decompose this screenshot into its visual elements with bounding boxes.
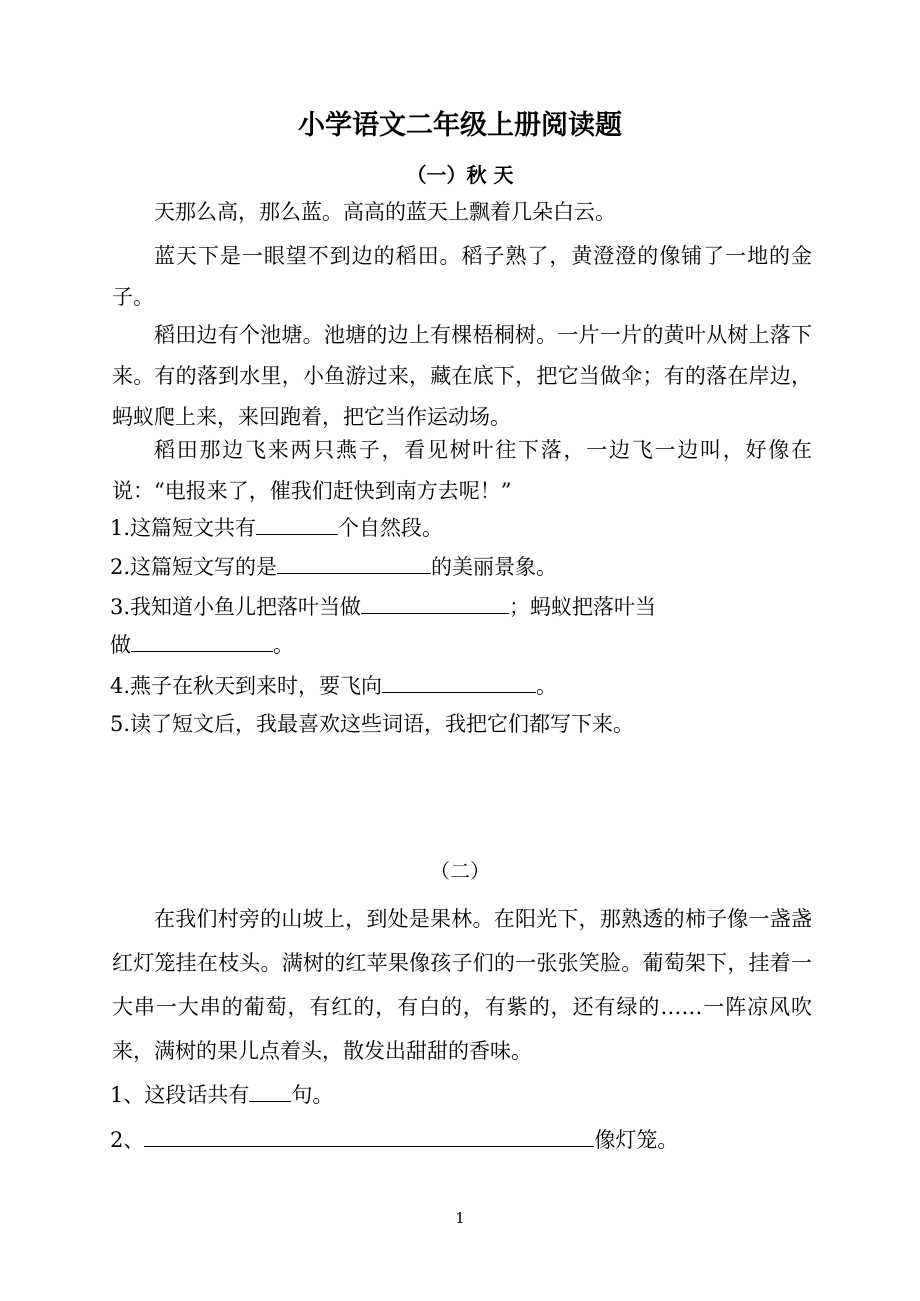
question-2-suffix: 的美丽景象。	[431, 555, 558, 579]
section-2-question-2-suffix: 像灯笼。	[594, 1128, 679, 1152]
question-1-answer-blank[interactable]	[256, 512, 338, 535]
question-3-answer-blank-2[interactable]	[131, 629, 273, 652]
section-1-paragraph-1: 天那么高，那么蓝。高高的蓝天上飘着几朵白云。	[154, 200, 616, 224]
section-2-question-2-answer-blank[interactable]	[144, 1124, 594, 1147]
question-1-suffix: 个自然段。	[338, 516, 444, 540]
section-1-paragraph-4: 稻田那边飞来两只燕子，看见树叶往下落，一边飞一边叫，好像在说：“电报来了，催我们赶快到南方去呢！”	[112, 438, 812, 503]
section-1-paragraph-3: 稻田边有个池塘。池塘的边上有棵梧桐树。一片一片的黄叶从树上落下来。有的落到水里，小鱼游过来，藏在底下，把它当做伞；有的落在岸边，蚂蚁爬上来，来回跑着，把它当作运动场。	[112, 323, 812, 429]
question-3-continuation: 做	[110, 633, 131, 657]
section-1-question-3	[110, 591, 656, 622]
question-2-answer-blank[interactable]	[277, 551, 431, 574]
question-1-text: 1.这篇短文共有	[110, 516, 257, 540]
document-title: 小学语文二年级上册阅读题	[298, 110, 622, 141]
question-4-answer-blank[interactable]	[382, 670, 536, 693]
section-1-question-1	[110, 512, 443, 543]
question-2-text: 2.这篇短文写的是	[110, 555, 278, 579]
question-3-answer-blank-1[interactable]	[361, 591, 509, 614]
section-1-question-2	[110, 551, 557, 582]
question-4-text: 4.燕子在秋天到来时，要飞向	[110, 674, 383, 698]
section-2-heading: （二）	[430, 859, 490, 883]
question-3-middle: ；蚂蚁把落叶当	[509, 595, 657, 619]
question-3-suffix: 。	[273, 633, 294, 657]
question-4-suffix: 。	[536, 674, 558, 698]
section-1-paragraph-2: 蓝天下是一眼望不到边的稻田。稻子熟了，黄澄澄的像铺了一地的金子。	[112, 244, 812, 309]
section-1-question-3-continued	[110, 629, 294, 660]
question-3-text: 3.我知道小鱼儿把落叶当做	[110, 595, 362, 619]
section-2-paragraph: 在我们村旁的山坡上，到处是果林。在阳光下，那熟透的柿子像一盏盏红灯笼挂在枝头。满树的红苹果像孩子们的一张张笑脸。葡萄架下，挂着一大串一大串的葡萄，有红的，有白的，有紫的，还有绿的……一阵凉风吹来，满树的果儿点着头，散发出甜甜的香味。	[112, 907, 812, 1063]
section-2-question-1-answer-blank[interactable]	[249, 1079, 291, 1102]
section-2-question-1-suffix: 句。	[291, 1083, 334, 1107]
page-number: 1	[455, 1209, 465, 1227]
section-2-question-1	[110, 1079, 333, 1110]
section-1-heading: （一）秋 天	[406, 163, 514, 187]
section-2-question-2	[110, 1124, 678, 1155]
section-1-question-5: 5.读了短文后，我最喜欢这些词语，我把它们都写下来。	[110, 712, 635, 736]
section-1-question-4	[110, 670, 557, 701]
section-2-question-1-text: 1、这段话共有	[110, 1083, 250, 1107]
section-2-question-2-number: 2、	[110, 1128, 145, 1152]
